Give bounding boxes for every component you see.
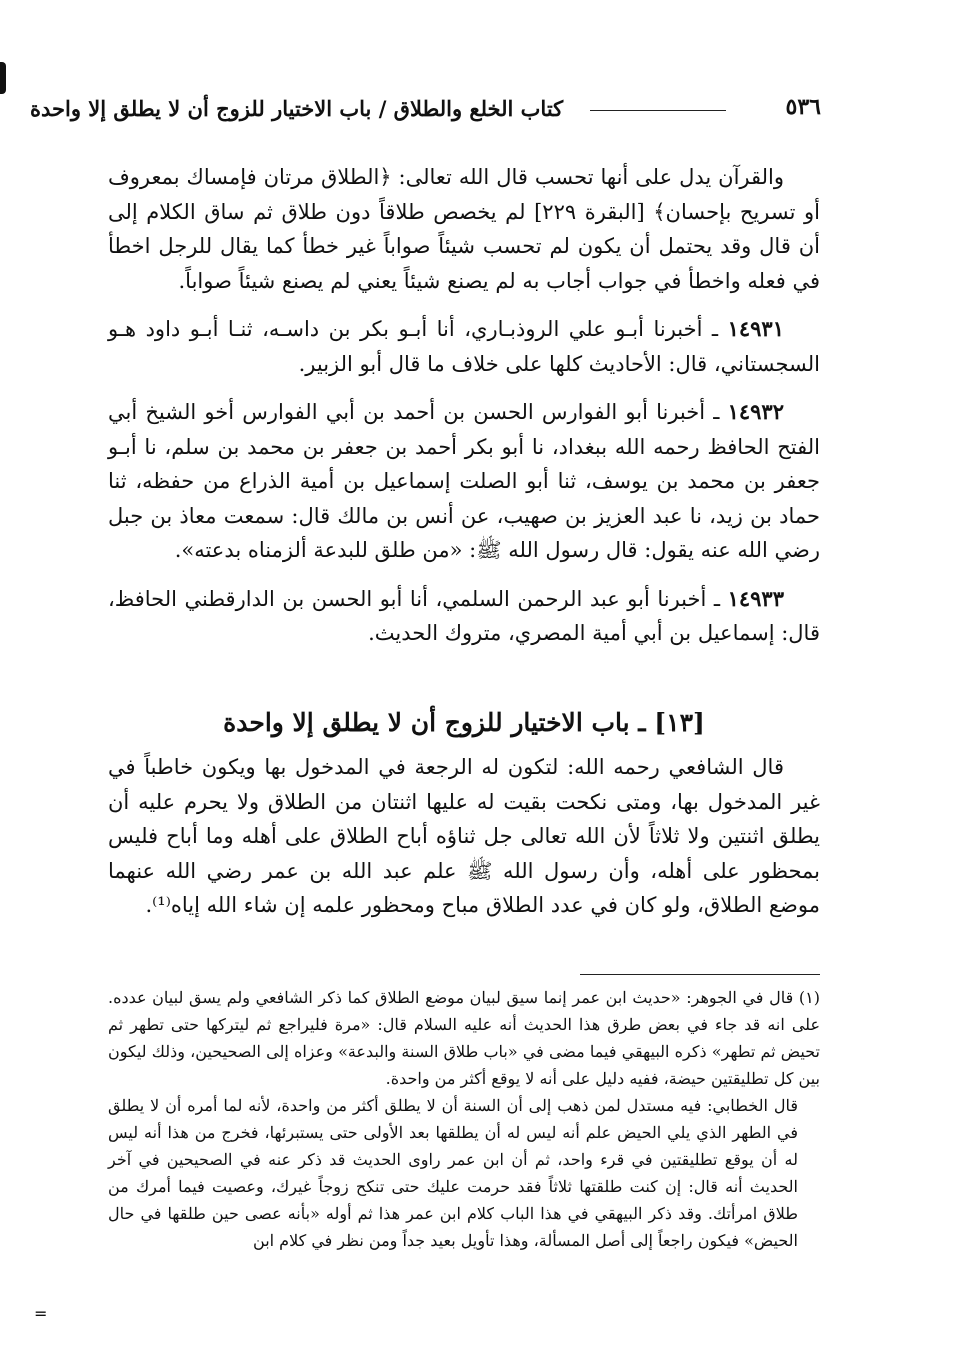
paragraph-text: والقرآن يدل على أنها تحسب قال الله تعالى: ﴿الطلاق مرتان فإمساك بمعروف أو تسريح بإحسان﴾ [البقرة ٢٢٩] لم يخصص طلاقاً دون طلاق ثم ساق الكلام إلى أن قال وقد يحتمل أن يكون لم تحسب شيئاً صواباً غير خطأ كما يقال للرجل اخطأ في فعله واخطأ في جواب أجاب به لم يصنع شيئاً يعني لم يصنع شيئاً صواباً. <box>108 165 820 293</box>
hadith-number: ١٤٩٣٢ <box>727 399 784 424</box>
hadith-text: ـ أخبرنا أبو الفوارس الحسن بن أحمد بن أبي الفوارس أخو الشيخ أبي الفتح الحافظ رحمه الله ببغداد، نا أبو بكر أحمد بن جعفر بن محمد بن سلم، نا أبـو جعفر بن محمد بن يوسف، ثنا أبو الصلت إسماعيل بن أمية الذراع من حفظه، ثنا حماد بن زيد، نا عبد العزيز بن صهيب، عن أنس بن مالك قال: سمعت معاذ بن جبل رضي الله عنه يقول: قال رسول الله ﷺ: «من طلق للبدعة ألزمناه بدعته». <box>108 400 820 562</box>
hadith-14932 <box>108 395 820 568</box>
footnote-rule <box>580 974 820 975</box>
hadith-14931 <box>108 312 820 381</box>
hadith-number: ١٤٩٣١ <box>727 316 784 341</box>
section-heading: [١٣] ـ باب الاختيار للزوج أن لا يطلق إلا واحدة <box>223 708 705 737</box>
footnotes <box>108 984 820 1254</box>
page-number: ٥٣٦ <box>785 94 821 120</box>
main-text <box>108 160 820 665</box>
running-head-title: كتاب الخلع والطلاق / باب الاختيار للزوج أن لا يطلق إلا واحدة <box>30 96 564 121</box>
footnote-marker: (١) <box>798 988 820 1007</box>
hadith-text: ـ أخبرنا أبـو علي الروذبـاري، أنا أبـو بكر بن داسـه، ثنـا أبـو داود هـو السجستاني، قال: الأحاديث كلها على خلاف ما قال أبو الزبير. <box>108 317 820 376</box>
running-head <box>30 88 821 128</box>
continuation-mark: = <box>34 1304 48 1323</box>
section-text <box>108 750 820 937</box>
footnote-text: قال في الجوهر: «حديث ابن عمر إنما سيق لبيان موضع الطلاق كما ذكر الشافعي ولم يسق لبيان عدده. على انه قد جاء في بعض طرق هذا الحديث أنه عليه السلام قال: «مرة فليراجع ثم ليتركها حتى تطهر ثم تحيض ثم تطهر» ذكره البيهقي فيما مضى في «باب طلاق السنة والبدعة» وعزاه إلى الصحيحين، وذلك ليكون بين كل تطليقتين حيضة، ففيه دليل على أنه لا يوقع أكثر من واحدة. <box>108 988 821 1088</box>
section-paragraph: قال الشافعي رحمه الله: لتكون له الرجعة في المدخول بها ويكون خاطباً في غير المدخول بها، ومتى نكحت بقيت له عليها اثنتان من الطلاق ولا يحرم عليه أن يطلق اثنتين ولا ثلاثاً لأن الله تعالى جل ثناؤه أباح الطلاق على أهله وما أباح فليس بمحظور على أهله، وأن رسول الله ﷺ علم عبد الله بن عمر رضي الله عنهما موضع الطلاق، ولو كان في عدد الطلاق مباح ومحظور علمه إن شاء الله إياه⁽¹⁾. <box>108 755 820 917</box>
hadith-text: ـ أخبرنا أبو عبد الرحمن السلمي، أنا أبو الحسن بن الدارقطني الحافظ، قال: إسماعيل بن أبي أمية المصري، متروك الحديث. <box>108 586 820 645</box>
running-head-rule <box>590 110 726 111</box>
footnote-1-continued: قال الخطابي: فيه مستدل لمن ذهب إلى أن السنة أن لا يطلق أكثر من واحدة، لأنه لما أمره أن لا يطلق في الطهر الذي يلي الحيض علم أنه ليس له أن يطلقها بعد الأولى حتى يستبرئها، فخرج من هذا أنه ليس له أن يوقع تطليقتين في قرء واحد، ثم أن ابن عمر راوى الحديث قد ذكر عنه في الصحيحين في آخر الحديث أنه قال: إن كنت طلقتها ثلاثاً فقد حرمت عليك حتى تنكح زوجاً غيرك، وعصيت فيما أمرك من طلاق امرأتك. وقد ذكر البيهقي في هذا الباب كلام ابن عمر هذا ثم أوله «بأنه عصى حين طلقها في حال الحيض» فيكون راجعاً إلى أصل المسألة، وهذا تأويل بعيد جداً ومن نظر في كلام ابن <box>108 1096 799 1250</box>
page-edge-mark <box>0 62 6 94</box>
footnote-1 <box>108 984 820 1092</box>
hadith-number: ١٤٩٣٣ <box>727 585 784 611</box>
hadith-14933 <box>108 582 820 651</box>
paragraph-intro <box>108 160 820 298</box>
